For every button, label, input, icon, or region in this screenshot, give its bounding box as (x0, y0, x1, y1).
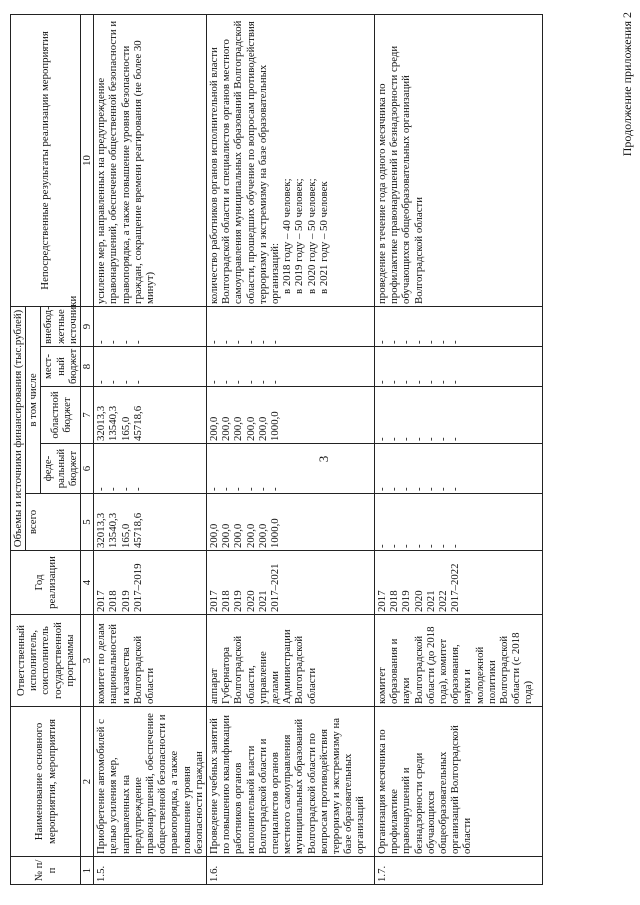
extra-budget-value: - (269, 340, 282, 344)
row-number: 1.6. (207, 857, 375, 885)
extra-budget-value: - (449, 340, 462, 344)
year-list-value: 2017–2019 (131, 563, 144, 612)
extra-budget-value: - (388, 340, 401, 344)
regional-budget-value: - (449, 437, 462, 441)
regional-budget (375, 387, 543, 444)
local-budget-value: - (269, 380, 282, 384)
row-number: 1.7. (375, 857, 543, 885)
extra-budget-value: - (232, 340, 245, 344)
federal-budget-value: - (220, 487, 233, 491)
measure-name: Приобретение автомобилей с целью усиления мер, направленных на предупреждение правонарушений, обеспечение общественной безопасности и правопорядка, а также повышение уровня безопасности граждан (94, 707, 207, 857)
column-number: 6 (81, 444, 94, 494)
header-financing: Объемы и источники финансирования (тыс.рублей) (11, 306, 26, 550)
row-number: 1.5. (94, 857, 207, 885)
responsible-executor: аппарат Губернатора Волгоградской области, управление делами Администрации Волгоградской области (207, 615, 375, 707)
local-budget (207, 347, 375, 387)
total-amount-value: - (412, 544, 425, 548)
year-list-value: 2019 (232, 590, 245, 612)
federal-budget-value: - (244, 487, 257, 491)
federal-budget-value: - (437, 487, 450, 491)
year-list-value: 2017 (376, 590, 389, 612)
local-budget (94, 347, 207, 387)
total-amount-value: 32013,3 (95, 512, 108, 548)
year-list-value: 2018 (388, 590, 401, 612)
year-list (207, 551, 375, 615)
column-number: 4 (81, 551, 94, 615)
federal-budget-value: - (107, 487, 120, 491)
local-budget-value: - (412, 380, 425, 384)
year-list-value: 2019 (400, 590, 413, 612)
extra-budget-value: - (107, 340, 120, 344)
result-paragraph: проведение в течение года одного месячника по профилактике правонарушений и безнадзорности среди обучающихся общеобразовательных организаций Волгоградской области (376, 45, 425, 304)
local-budget-value: - (376, 380, 389, 384)
page-number: 3 (316, 455, 331, 463)
year-list-value: 2018 (220, 590, 233, 612)
local-budget-value: - (449, 380, 462, 384)
total-amount-value: - (449, 544, 462, 548)
table-row (375, 14, 543, 884)
result-line: в 2021 году – 50 человек (317, 181, 330, 294)
extra-budget-value: - (208, 340, 221, 344)
year-list-value: 2019 (119, 590, 132, 612)
local-budget-value: - (388, 380, 401, 384)
extra-budget (94, 306, 207, 346)
total-amount-value: 45718,6 (131, 512, 144, 548)
extra-budget (207, 306, 375, 346)
federal-budget-value: - (208, 487, 221, 491)
header-name: Наименование основного мероприятия, мероприятия (11, 707, 81, 857)
federal-budget-value: - (400, 487, 413, 491)
year-list-value: 2017–2022 (449, 563, 462, 612)
header-federal: феде-ральный бюджет (41, 444, 81, 494)
federal-budget-value: - (412, 487, 425, 491)
regional-budget-value: 200,0 (232, 416, 245, 441)
regional-budget-value: - (376, 437, 389, 441)
regional-budget-value: 200,0 (256, 416, 269, 441)
program-table (10, 14, 543, 885)
year-list (375, 551, 543, 615)
regional-budget-value: 200,0 (208, 416, 221, 441)
year-list-value: 2017 (208, 590, 221, 612)
result-line: в 2019 году – 50 человек; (293, 178, 306, 294)
local-budget-value: - (131, 380, 144, 384)
result-line: в 2018 году – 40 человек; (281, 178, 294, 294)
result-text (94, 14, 207, 306)
regional-budget-value: 165,0 (119, 416, 132, 441)
result-paragraph: количество работников органов исполнительной власти Волгоградской области и специалистов органов местного самоуправления муниципальных образований Волгоградской области, прошедших обучение по вопросам противодействия терроризму и экстремизму на базе образовательных организаций: (208, 20, 282, 304)
result-line: в 2020 году – 50 человек; (305, 178, 318, 294)
column-number: 1 (81, 857, 94, 885)
local-budget-value: - (119, 380, 132, 384)
federal-budget-value: - (388, 487, 401, 491)
result-paragraph: усиление мер, направленных на предупреждение правонарушений, обеспечение общественной безопасности и правопорядка, а также повышение уровня безопасности граждан, сокращение времени реагирования (не более 30 минут) (95, 20, 157, 304)
local-budget-value: - (424, 380, 437, 384)
regional-budget-value: 45718,6 (131, 405, 144, 441)
regional-budget-value: 200,0 (220, 416, 233, 441)
appendix-caption: Продолжение приложения 2 (620, 12, 634, 157)
federal-budget-value: - (232, 487, 245, 491)
column-number: 8 (81, 347, 94, 387)
total-amount-value: 165,0 (119, 523, 132, 548)
local-budget-value: - (107, 380, 120, 384)
regional-budget (94, 387, 207, 444)
total-amount-value: 200,0 (220, 523, 233, 548)
total-amount-value: 200,0 (208, 523, 221, 548)
year-list-value: 2020 (244, 590, 257, 612)
regional-budget (207, 387, 375, 444)
measure-name: Проведение учебных занятий по повышению квалификации работников органов исполнительной власти Волгоградской области и специалистов органов местного самоуправления муниципальных образований Волгоградской области по вопросам противодействия терроризму и экстремизму на базе образовательных организаций (207, 707, 375, 857)
header-responsible: Ответственный исполнитель, соисполнитель государственной программы (11, 615, 81, 707)
year-list-value: 2021 (424, 590, 437, 612)
total-amount (375, 494, 543, 551)
extra-budget-value: - (95, 340, 108, 344)
local-budget-value: - (437, 380, 450, 384)
year-list-value: 2022 (437, 590, 450, 612)
federal-budget-value: - (95, 487, 108, 491)
regional-budget-value: - (412, 437, 425, 441)
year-list-value: 2021 (256, 590, 269, 612)
responsible-executor: комитет образования и науки Волгоградской области (до 2018 года), комитет образования, науки и молодежной политики Волгоградской области (с 2018 года) (375, 615, 543, 707)
extra-budget-value: - (412, 340, 425, 344)
extra-budget-value: - (244, 340, 257, 344)
year-list-value: 2018 (107, 590, 120, 612)
federal-budget-value: - (256, 487, 269, 491)
federal-budget-value: - (269, 487, 282, 491)
total-amount-value: - (400, 544, 413, 548)
year-list-value: 2017–2021 (269, 563, 282, 612)
regional-budget-value: 13540,3 (107, 405, 120, 441)
header-total: всего (26, 494, 81, 551)
header-results: Непосредственные результаты реализации мероприятия (11, 14, 81, 306)
extra-budget-value: - (376, 340, 389, 344)
total-amount-value: 13540,3 (107, 512, 120, 548)
total-amount-value: - (424, 544, 437, 548)
total-amount-value: 200,0 (244, 523, 257, 548)
column-number: 10 (81, 14, 94, 306)
extra-budget-value: - (400, 340, 413, 344)
header-including: в том числе (26, 306, 41, 493)
local-budget-value: - (95, 380, 108, 384)
header-extra: внебюд-жетные источники (41, 306, 81, 346)
extra-budget (375, 306, 543, 346)
header-no: № п/п (11, 857, 81, 885)
federal-budget-value: - (376, 487, 389, 491)
regional-budget-value: - (388, 437, 401, 441)
federal-budget-value: - (449, 487, 462, 491)
regional-budget-value: - (400, 437, 413, 441)
total-amount-value: - (376, 544, 389, 548)
column-number: 5 (81, 494, 94, 551)
header-local: мест-ный бюджет (41, 347, 81, 387)
local-budget (375, 347, 543, 387)
responsible-executor: комитет по делам национальностей и казачества Волгоградской области (94, 615, 207, 707)
column-number: 2 (81, 707, 94, 857)
measure-name: Организация месячника по профилактике правонарушений и безнадзорности среди обучающихся общеобразовательных организаций Волгоградской области (375, 707, 543, 857)
column-number: 9 (81, 306, 94, 346)
year-list-value: 2017 (95, 590, 108, 612)
extra-budget-value: - (256, 340, 269, 344)
table-row (94, 14, 207, 884)
regional-budget-value: 200,0 (244, 416, 257, 441)
year-list (94, 551, 207, 615)
regional-budget-value: 1000,0 (269, 411, 282, 441)
local-budget-value: - (244, 380, 257, 384)
regional-budget-value: - (424, 437, 437, 441)
total-amount (207, 494, 375, 551)
total-amount-value: - (437, 544, 450, 548)
local-budget-value: - (232, 380, 245, 384)
table-row (207, 14, 375, 884)
result-text (375, 14, 543, 306)
extra-budget-value: - (437, 340, 450, 344)
total-amount-value: - (388, 544, 401, 548)
federal-budget (375, 444, 543, 494)
total-amount-value: 1000,0 (269, 518, 282, 548)
local-budget-value: - (400, 380, 413, 384)
header-year: Год реализации (11, 551, 81, 615)
result-text (207, 14, 375, 306)
federal-budget (207, 444, 375, 494)
regional-budget-value: 32013,3 (95, 405, 108, 441)
federal-budget (94, 444, 207, 494)
local-budget-value: - (220, 380, 233, 384)
local-budget-value: - (256, 380, 269, 384)
federal-budget-value: - (424, 487, 437, 491)
year-list-value: 2020 (412, 590, 425, 612)
extra-budget-value: - (131, 340, 144, 344)
total-amount-value: 200,0 (232, 523, 245, 548)
federal-budget-value: - (119, 487, 132, 491)
local-budget-value: - (208, 380, 221, 384)
column-number: 3 (81, 615, 94, 707)
extra-budget-value: - (424, 340, 437, 344)
extra-budget-value: - (119, 340, 132, 344)
extra-budget-value: - (220, 340, 233, 344)
regional-budget-value: - (437, 437, 450, 441)
header-regional: областной бюджет (41, 387, 81, 444)
total-amount (94, 494, 207, 551)
federal-budget-value: - (131, 487, 144, 491)
column-number: 7 (81, 387, 94, 444)
total-amount-value: 200,0 (256, 523, 269, 548)
